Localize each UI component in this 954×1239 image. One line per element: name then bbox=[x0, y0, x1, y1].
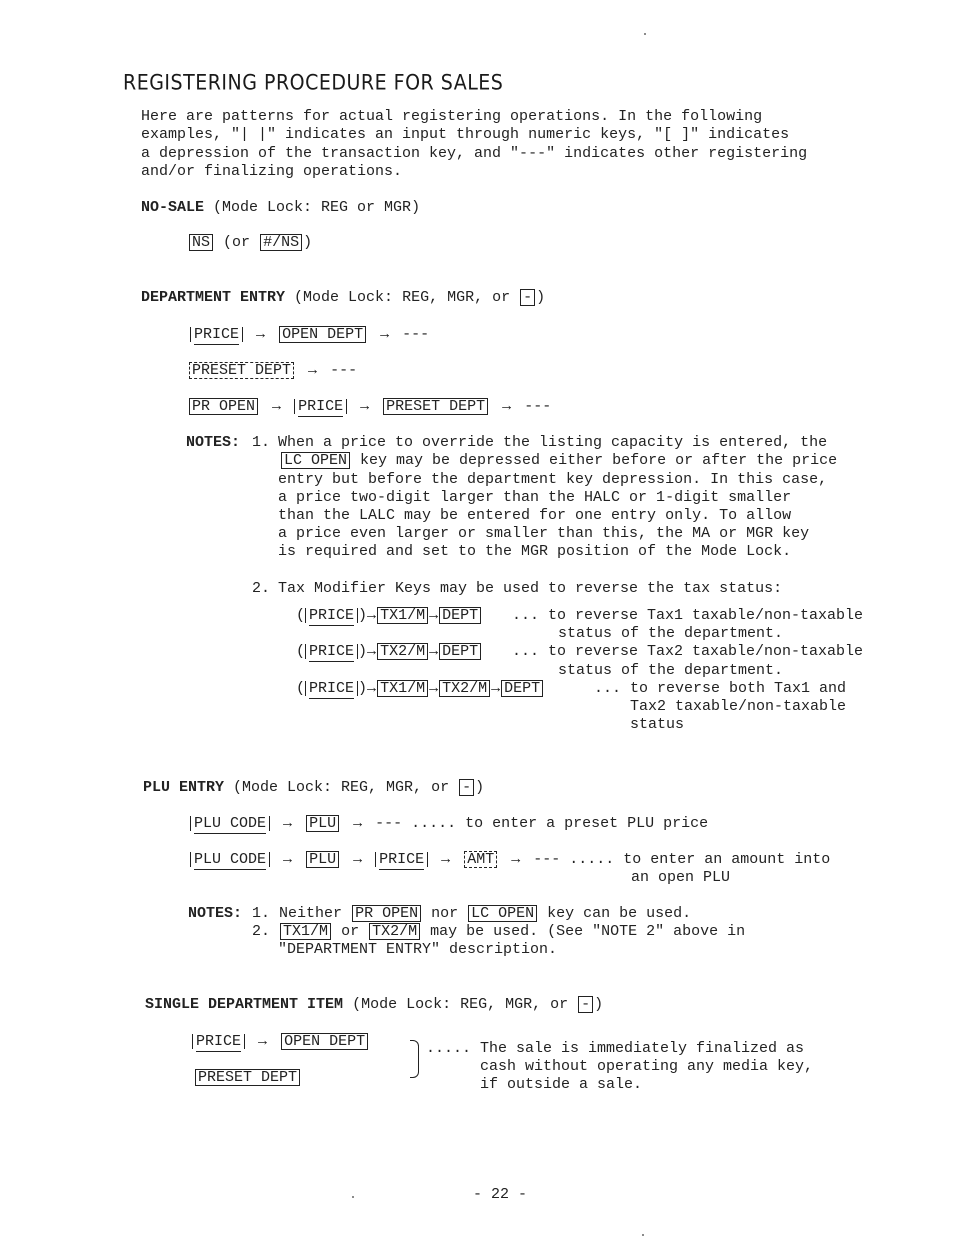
price-input: PRICE bbox=[375, 852, 428, 867]
note-1-line-1: When a price to override the listing capacity is entered, the bbox=[278, 434, 828, 451]
dept-key: DEPT bbox=[501, 680, 543, 697]
dashes: --- bbox=[524, 398, 552, 415]
plu-seq-1-desc: --- ..... to enter a preset PLU price bbox=[375, 815, 709, 832]
arrow-icon: → bbox=[283, 815, 293, 832]
arrow-icon: → bbox=[353, 851, 363, 868]
tax-seq-1-desc: ... to reverse Tax1 taxable/non-taxable bbox=[512, 607, 864, 624]
scan-speck bbox=[644, 33, 646, 35]
no-sale-heading: NO-SALE bbox=[141, 199, 205, 216]
tx2m-key: TX2/M bbox=[369, 923, 420, 940]
lc-open-key: LC OPEN bbox=[281, 452, 350, 469]
plu-note-1-b: nor bbox=[431, 905, 459, 922]
no-sale-keys bbox=[188, 234, 312, 252]
scan-speck bbox=[642, 1234, 644, 1236]
scan-speck bbox=[352, 1196, 354, 1198]
note-1-line-4: a price two-digit larger than the HALC or 1-digit smaller bbox=[278, 489, 792, 506]
dept-seq-2 bbox=[188, 362, 357, 380]
intro-line-2: examples, "| |" indicates an input through numeric keys, "[ ]" indicates bbox=[141, 126, 790, 143]
single-dept-mode: (Mode Lock: REG, MGR, or bbox=[352, 996, 569, 1013]
plu-note-2-or: or bbox=[341, 923, 360, 940]
minus-key: - bbox=[520, 289, 535, 306]
single-dept-desc-3: if outside a sale. bbox=[480, 1076, 643, 1093]
single-dept-heading: SINGLE DEPARTMENT ITEM bbox=[145, 996, 344, 1013]
intro-line-4: and/or finalizing operations. bbox=[141, 163, 403, 180]
note-1-line-2-text: key may be depressed either before or after the price bbox=[360, 452, 838, 469]
dept-entry-close: ) bbox=[536, 289, 546, 306]
tax-seq-2-desc-b: status of the department. bbox=[558, 662, 784, 679]
ns-key: NS bbox=[189, 234, 213, 251]
preset-dept-key: PRESET DEPT bbox=[383, 398, 488, 415]
dept-seq-1 bbox=[190, 326, 429, 344]
plu-note-2-c: may be used. (See "NOTE 2" above in bbox=[430, 923, 746, 940]
arrow-icon: → bbox=[429, 607, 439, 624]
tx1m-key: TX1/M bbox=[377, 680, 428, 697]
pr-open-key: PR OPEN bbox=[189, 398, 258, 415]
dept-entry-heading-row bbox=[141, 289, 545, 307]
tax-seq-3 bbox=[296, 680, 544, 698]
plu-key: PLU bbox=[306, 815, 339, 832]
arrow-icon: → bbox=[441, 851, 451, 868]
note-1-line-2 bbox=[280, 452, 837, 470]
plu-seq-2 bbox=[190, 851, 830, 869]
arrow-icon: → bbox=[380, 326, 390, 343]
arrow-icon: → bbox=[429, 643, 439, 660]
tx1m-key: TX1/M bbox=[280, 923, 331, 940]
single-dept-heading-row bbox=[145, 996, 603, 1014]
dept-entry-heading: DEPARTMENT ENTRY bbox=[141, 289, 286, 306]
arrow-icon: → bbox=[429, 680, 439, 697]
paren-open: ( bbox=[296, 643, 306, 660]
price-input: PRICE bbox=[305, 608, 358, 623]
preset-dept-key: PRESET DEPT bbox=[189, 362, 294, 379]
right-brace-icon bbox=[410, 1040, 419, 1078]
dashes: --- bbox=[402, 326, 430, 343]
plu-note-2-d: "DEPARTMENT ENTRY" description. bbox=[278, 941, 558, 958]
intro-line-1: Here are patterns for actual registering operations. In the following bbox=[141, 108, 763, 125]
tax-seq-3-desc: ... to reverse both Tax1 and bbox=[594, 680, 847, 697]
plu-note-1-c: key can be used. bbox=[547, 905, 692, 922]
arrow-icon: → bbox=[283, 851, 293, 868]
open-dept-key: OPEN DEPT bbox=[281, 1033, 368, 1050]
arrow-icon: → bbox=[491, 680, 501, 697]
arrow-icon: → bbox=[272, 398, 282, 415]
note-1-number: 1. bbox=[252, 434, 271, 451]
paren-open: ( bbox=[296, 680, 306, 697]
arrow-icon: → bbox=[360, 398, 370, 415]
single-dept-desc-1: ..... The sale is immediately finalized as bbox=[426, 1040, 805, 1057]
arrow-icon: → bbox=[367, 643, 377, 660]
dept-key: DEPT bbox=[439, 607, 481, 624]
plu-entry-heading-row bbox=[143, 779, 484, 797]
note-1-line-7: is required and set to the MGR position of the Mode Lock. bbox=[278, 543, 792, 560]
intro-line-3: a depression of the transaction key, and "---" indicates other registering bbox=[141, 145, 808, 162]
tx2m-key: TX2/M bbox=[377, 643, 428, 660]
note-1-line-6: a price even larger or smaller than this, the MA or MGR key bbox=[278, 525, 810, 542]
arrow-icon: → bbox=[308, 362, 318, 379]
single-dept-close: ) bbox=[594, 996, 604, 1013]
no-sale-or: (or bbox=[223, 234, 251, 251]
arrow-icon: → bbox=[367, 607, 377, 624]
lc-open-key: LC OPEN bbox=[468, 905, 537, 922]
plu-seq-2-desc-b: an open PLU bbox=[631, 869, 731, 886]
arrow-icon: → bbox=[511, 851, 521, 868]
price-input: PRICE bbox=[192, 1034, 245, 1049]
tax-seq-2 bbox=[296, 643, 482, 661]
preset-dept-key: PRESET DEPT bbox=[195, 1069, 300, 1086]
arrow-icon: → bbox=[502, 398, 512, 415]
single-dept-seq-1 bbox=[192, 1033, 369, 1051]
plu-entry-heading: PLU ENTRY bbox=[143, 779, 225, 796]
dept-entry-mode: (Mode Lock: REG, MGR, or bbox=[294, 289, 511, 306]
plu-seq-1 bbox=[190, 815, 708, 833]
plu-entry-close: ) bbox=[475, 779, 485, 796]
open-dept-key: OPEN DEPT bbox=[279, 326, 366, 343]
plu-notes-label: NOTES: bbox=[188, 905, 243, 922]
paren-close: ) bbox=[358, 607, 368, 624]
tax-seq-3-desc-c: status bbox=[630, 716, 685, 733]
plu-note-1-a: Neither bbox=[279, 905, 343, 922]
arrow-icon: → bbox=[353, 815, 363, 832]
dashes: --- bbox=[330, 362, 358, 379]
plu-seq-2-desc: --- ..... to enter an amount into bbox=[533, 851, 831, 868]
no-sale-heading-row bbox=[141, 199, 420, 217]
page-number: - 22 - bbox=[473, 1186, 528, 1203]
amt-key: AMT bbox=[464, 851, 497, 868]
page-title: REGISTERING PROCEDURE FOR SALES bbox=[123, 71, 504, 96]
arrow-icon: → bbox=[367, 680, 377, 697]
hash-ns-key: #/NS bbox=[260, 234, 302, 251]
paren-open: ( bbox=[296, 607, 306, 624]
arrow-icon: → bbox=[256, 326, 266, 343]
minus-key: - bbox=[459, 779, 474, 796]
tax-seq-3-desc-b: Tax2 taxable/non-taxable bbox=[630, 698, 847, 715]
no-sale-close: ) bbox=[303, 234, 313, 251]
tx2m-key: TX2/M bbox=[439, 680, 490, 697]
tax-seq-1-desc-b: status of the department. bbox=[558, 625, 784, 642]
price-input: PRICE bbox=[190, 327, 243, 342]
note-2-text: Tax Modifier Keys may be used to reverse the tax status: bbox=[278, 580, 783, 597]
paren-close: ) bbox=[358, 680, 368, 697]
no-sale-mode: (Mode Lock: REG or MGR) bbox=[213, 199, 421, 216]
price-input: PRICE bbox=[305, 681, 358, 696]
price-input: PRICE bbox=[294, 399, 347, 414]
plu-code-input: PLU CODE bbox=[190, 816, 270, 831]
tx1m-key: TX1/M bbox=[377, 607, 428, 624]
pr-open-key: PR OPEN bbox=[352, 905, 421, 922]
minus-key: - bbox=[578, 996, 593, 1013]
tax-seq-1 bbox=[296, 607, 482, 625]
note-1-line-3: entry but before the department key depression. In this case, bbox=[278, 471, 828, 488]
price-input: PRICE bbox=[305, 644, 358, 659]
plu-entry-mode: (Mode Lock: REG, MGR, or bbox=[233, 779, 450, 796]
note-2-number: 2. bbox=[252, 580, 271, 597]
plu-note-1 bbox=[252, 905, 691, 923]
plu-note-2 bbox=[252, 923, 745, 941]
plu-note-2-number: 2. bbox=[252, 923, 271, 940]
plu-note-1-number: 1. bbox=[252, 905, 271, 922]
single-dept-seq-2 bbox=[194, 1069, 301, 1087]
single-dept-desc-2: cash without operating any media key, bbox=[480, 1058, 814, 1075]
plu-key: PLU bbox=[306, 851, 339, 868]
arrow-icon: → bbox=[258, 1033, 268, 1050]
tax-seq-2-desc: ... to reverse Tax2 taxable/non-taxable bbox=[512, 643, 864, 660]
notes-label: NOTES: bbox=[186, 434, 241, 451]
dept-seq-3 bbox=[188, 398, 551, 416]
paren-close: ) bbox=[358, 643, 368, 660]
dept-key: DEPT bbox=[439, 643, 481, 660]
note-1-line-5: than the LALC may be entered for one entry only. To allow bbox=[278, 507, 792, 524]
plu-code-input: PLU CODE bbox=[190, 852, 270, 867]
